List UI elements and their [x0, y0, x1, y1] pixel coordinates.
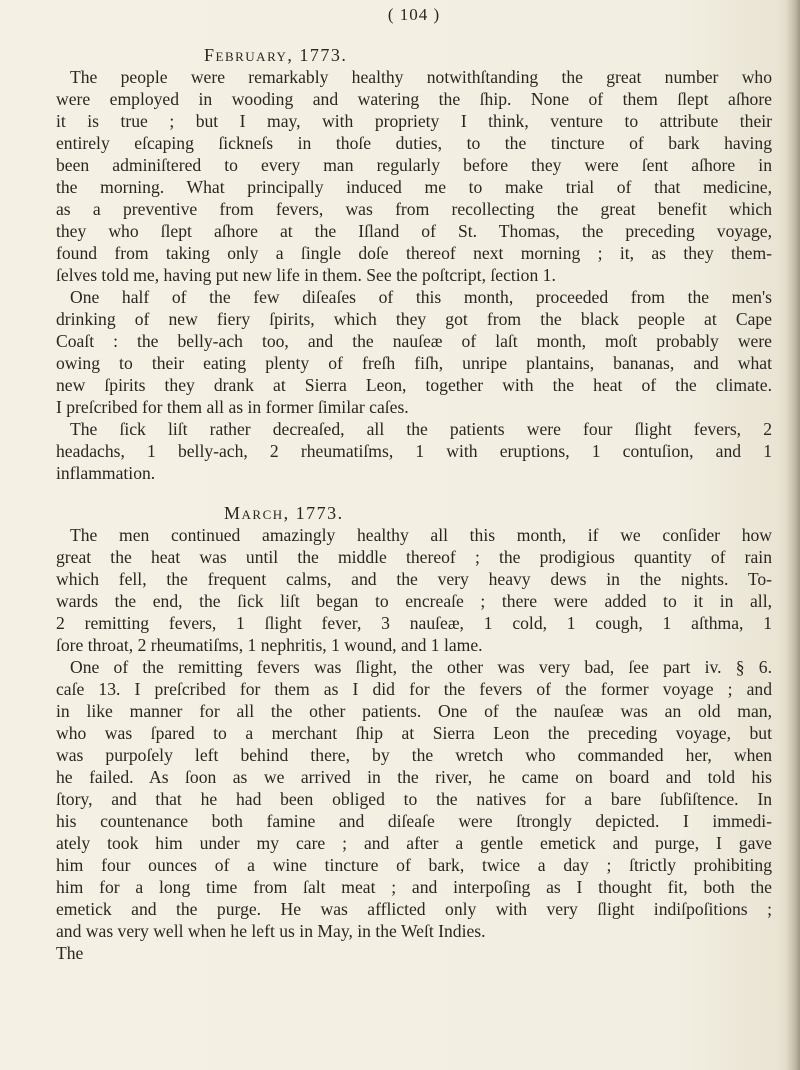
- text-line: drinking of new fiery ſpirits, which they got from the black people at Cape: [56, 309, 772, 329]
- text-line: as a preventive from fevers, was from recollecting the great benefit which: [56, 199, 772, 219]
- text-line: were employed in wooding and watering the ſhip. None of them ſlept aſhore: [56, 89, 772, 109]
- text-line: One of the remitting fevers was ſlight, the other was very bad, ſee part iv. § 6.: [70, 657, 772, 677]
- text-line: who was ſpared to a merchant ſhip at Sierra Leon the preceding voyage, but: [56, 723, 772, 743]
- text-line: which fell, the frequent calms, and the very heavy dews in the nights. To-: [56, 569, 772, 589]
- text-line: the morning. What principally induced me to make trial of that medicine,: [56, 177, 772, 197]
- text-line: owing to their eating plenty of freſh fiſh, unripe plantains, bananas, and what: [56, 353, 772, 373]
- text-line: and was very well when he left us in May, in the Weſt Indies.: [56, 921, 486, 941]
- page-edge-shadow: [786, 0, 800, 1070]
- text-line: One half of the few diſeaſes of this month, proceeded from the men's: [70, 287, 772, 307]
- text-line: emetick and the purge. He was afflicted only with very ſlight indiſpoſitions ;: [56, 899, 772, 919]
- text-line: it is true ; but I may, with propriety I think, venture to attribute their: [56, 111, 772, 131]
- text-line: The people were remarkably healthy notwithſtanding the great number who: [70, 67, 772, 87]
- text-line: in like manner for all the other patients. One of the nauſeæ was an old man,: [56, 701, 772, 721]
- text-line: new ſpirits they drank at Sierra Leon, together with the heat of the climate.: [56, 375, 772, 395]
- text-line: ately took him under my care ; and after a gentle emetick and purge, I gave: [56, 833, 772, 853]
- text-line: 2 remitting fevers, 1 ſlight fever, 3 nauſeæ, 1 cold, 1 cough, 1 aſthma, 1: [56, 613, 772, 633]
- text-line: great the heat was until the middle thereof ; the prodigious quantity of rain: [56, 547, 772, 567]
- text-line: inflammation.: [56, 463, 156, 483]
- text-line: The men continued amazingly healthy all this month, if we conſider how: [70, 525, 772, 545]
- section-heading-march: March, 1773.: [224, 503, 344, 523]
- text-line: him four ounces of a wine tincture of bark, twice a day ; ſtrictly prohibiting: [56, 855, 772, 875]
- text-line: The ſick liſt rather decreaſed, all the patients were four ſlight fevers, 2: [70, 419, 772, 439]
- page-number: ( 104 ): [387, 5, 441, 24]
- text-line: headachs, 1 belly-ach, 2 rheumatiſms, 1 with eruptions, 1 contuſion, and 1: [56, 441, 772, 461]
- text-line: was purpoſely left behind there, by the wretch who commanded her, when: [56, 745, 772, 765]
- text-line: wards the end, the ſick liſt began to encreaſe ; there were added to it in all,: [56, 591, 772, 611]
- text-line: ſelves told me, having put new life in them. See the poſtcript, ſection 1.: [56, 265, 556, 285]
- text-line: been adminiſtered to every man regularly before they were ſent aſhore in: [56, 155, 772, 175]
- section-heading-february: February, 1773.: [204, 45, 348, 65]
- text-line: Coaſt : the belly-ach too, and the nauſeæ of laſt month, moſt probably were: [56, 331, 772, 351]
- catchword: The: [56, 943, 84, 963]
- text-line: they who ſlept aſhore at the Iſland of St. Thomas, the preceding voyage,: [56, 221, 772, 241]
- text-line: ſtory, and that he had been obliged to the natives for a bare ſubſiſtence. In: [56, 789, 772, 809]
- text-line: I preſcribed for them all as in former ſimilar caſes.: [56, 397, 409, 417]
- text-line: caſe 13. I preſcribed for them as I did for the fevers of the former voyage ; and: [56, 679, 772, 699]
- text-line: he failed. As ſoon as we arrived in the river, he came on board and told his: [56, 767, 772, 787]
- text-line: his countenance both famine and diſeaſe were ſtrongly depicted. I immedi-: [56, 811, 772, 831]
- text-line: ſore throat, 2 rheumatiſms, 1 nephritis, 1 wound, and 1 lame.: [56, 635, 483, 655]
- text-line: found from taking only a ſingle doſe thereof next morning ; it, as they them-: [56, 243, 772, 263]
- text-line: him for a long time from ſalt meat ; and interpoſing as I thought fit, both the: [56, 877, 772, 897]
- text-line: entirely eſcaping ſickneſs in thoſe duties, to the tincture of bark having: [56, 133, 772, 153]
